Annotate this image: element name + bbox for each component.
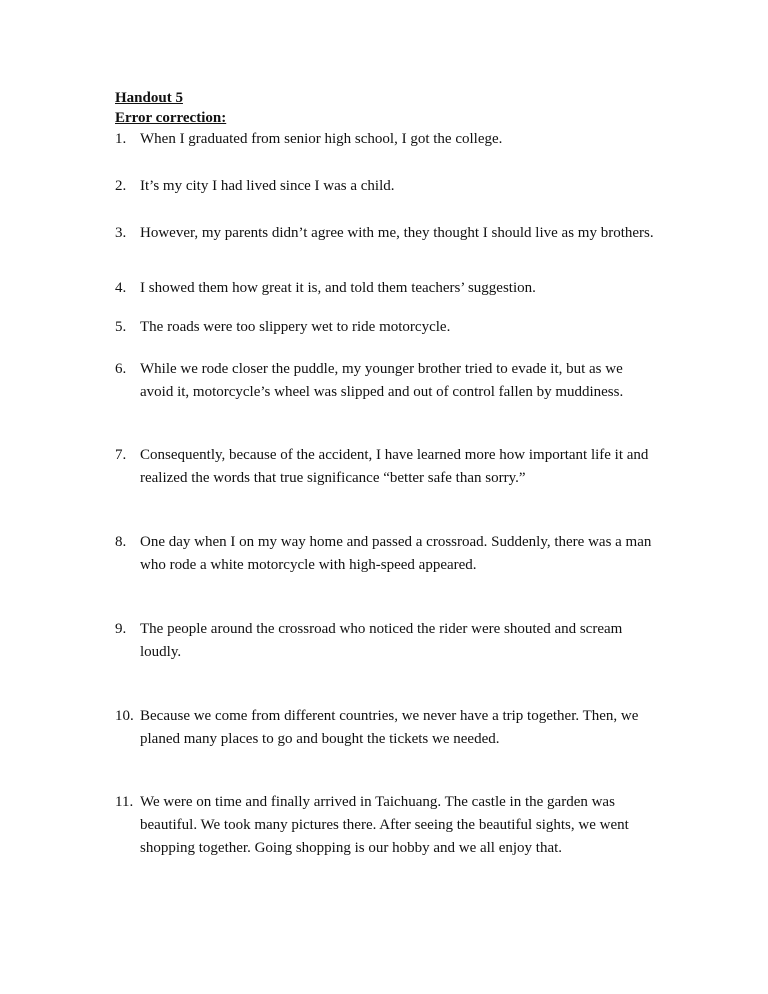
list-item [115, 618, 655, 664]
item-number: 5. [115, 319, 127, 335]
item-number: 8. [115, 534, 127, 550]
list-item [115, 277, 655, 300]
item-number: 6. [115, 361, 127, 377]
item-text: However, my parents didn’t agree with me, they thought I should live as my brothers. [140, 225, 654, 241]
list-item [115, 128, 655, 151]
item-number: 10. [115, 708, 134, 724]
list-item [115, 791, 655, 860]
item-text: I showed them how great it is, and told them teachers’ suggestion. [140, 280, 536, 296]
item-number: 1. [115, 131, 127, 147]
item-text: One day when I on my way home and passed a crossroad. Suddenly, there was a man who rode a white motorcycle with high-speed appeared. [140, 534, 652, 573]
item-text: While we rode closer the puddle, my younger brother tried to evade it, but as we avoid it, motorcycle’s wheel was slipped and out of control fallen by muddiness. [140, 361, 624, 400]
item-text: The roads were too slippery wet to ride motorcycle. [140, 319, 451, 335]
list-item [115, 705, 655, 751]
item-number: 9. [115, 621, 127, 637]
item-text: The people around the crossroad who noticed the rider were shouted and scream loudly. [140, 621, 623, 660]
item-number: 4. [115, 280, 127, 296]
list-item [115, 175, 655, 198]
list-item [115, 444, 655, 490]
list-item [115, 358, 655, 404]
list-item [115, 222, 655, 245]
item-text: Because we come from different countries, we never have a trip together. Then, we planed many places to go and bought the tickets we needed. [140, 708, 639, 747]
item-text: It’s my city I had lived since I was a child. [140, 178, 395, 194]
item-text: We were on time and finally arrived in Taichuang. The castle in the garden was beautiful. We took many pictures there. After seeing the beautiful sights, we went shopping together. Going shopping is our hobby and we all enjoy that. [140, 794, 629, 856]
item-number: 2. [115, 178, 127, 194]
item-number: 11. [115, 794, 134, 810]
list-item [115, 531, 655, 577]
list-item [115, 316, 655, 339]
section-heading: Error correction: [115, 110, 227, 126]
item-text: When I graduated from senior high school, I got the college. [140, 131, 503, 147]
item-text: Consequently, because of the accident, I have learned more how important life it and realized the words that true significance “better safe than sorry.” [140, 447, 649, 486]
item-number: 3. [115, 225, 127, 241]
item-number: 7. [115, 447, 127, 463]
handout-title: Handout 5 [115, 90, 183, 106]
